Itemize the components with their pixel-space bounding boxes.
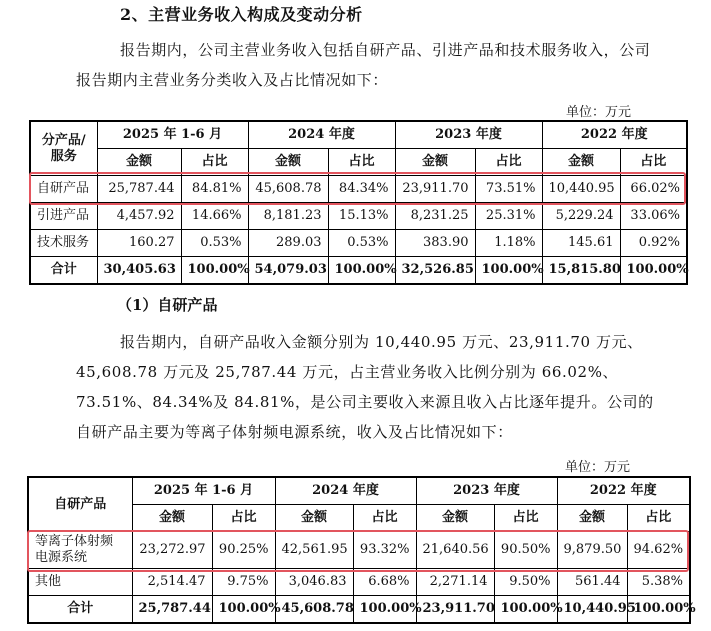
table1-subheader: 占比 [620, 149, 687, 176]
table2-subheader: 占比 [494, 505, 557, 532]
table1-subheader: 金额 [248, 149, 328, 176]
ratio-cell: 6.68% [353, 569, 416, 596]
table2-subheader: 金额 [557, 505, 627, 532]
amount-cell: 23,272.97 [132, 532, 212, 569]
total-amount-cell: 15,815.80 [542, 257, 620, 285]
total-amount-cell: 45,608.78 [275, 596, 353, 624]
ratio-cell: 1.18% [475, 230, 542, 257]
row-label: 自研产品 [30, 176, 97, 203]
table2-subheader: 金额 [416, 505, 494, 532]
total-ratio-cell: 100.00% [212, 596, 275, 624]
ratio-cell: 33.06% [620, 203, 687, 230]
table1-period-header: 2022 年度 [542, 121, 687, 149]
table-row [30, 203, 687, 230]
table1-corner-label: 分产品/服务 [30, 121, 97, 176]
ratio-cell: 73.51% [475, 176, 542, 203]
row-label: 等离子体射频电源系统 [28, 532, 132, 569]
amount-cell: 4,457.92 [97, 203, 181, 230]
amount-cell: 5,229.24 [542, 203, 620, 230]
ratio-cell: 84.81% [181, 176, 248, 203]
table1-subheader: 金额 [97, 149, 181, 176]
table2-subheader: 占比 [627, 505, 690, 532]
table-row [30, 176, 687, 203]
ratio-cell: 9.50% [494, 569, 557, 596]
amount-cell: 42,561.95 [275, 532, 353, 569]
amount-cell: 10,440.95 [542, 176, 620, 203]
amount-cell: 25,787.44 [97, 176, 181, 203]
total-amount-cell: 25,787.44 [132, 596, 212, 624]
table2-subheader: 占比 [212, 505, 275, 532]
total-ratio-cell: 100.00% [620, 257, 687, 285]
total-amount-cell: 23,911.70 [416, 596, 494, 624]
self-developed-product-table [27, 476, 696, 624]
amount-cell: 45,608.78 [248, 176, 328, 203]
sub-paragraph: 报告期内，自研产品收入金额分别为 10,440.95 万元、23,911.70 万元、45,608.78 万元及 25,787.44 万元，占主营业务收入比例分别为 66.02%、73.51%、84.34%及 84.81%，是公司主要收入来源且收入占比逐年提升。公司的自研产品主要为等离子体射频电源系统，收入及占比情况如下： [76, 333, 654, 441]
ratio-cell: 14.66% [181, 203, 248, 230]
table2-period-header: 2024 年度 [275, 477, 416, 505]
table1-period-header: 2025 年 1-6 月 [97, 121, 248, 149]
table1-subheader: 金额 [542, 149, 620, 176]
ratio-cell: 0.53% [328, 230, 395, 257]
ratio-cell: 0.92% [620, 230, 687, 257]
table1-subheader: 占比 [475, 149, 542, 176]
total-label: 合计 [28, 596, 132, 624]
table-row [28, 569, 690, 596]
total-ratio-cell: 100.00% [627, 596, 690, 624]
unit-label: 单位：万元 [565, 460, 631, 475]
ratio-cell: 90.50% [494, 532, 557, 569]
table-row [30, 230, 687, 257]
ratio-cell: 15.13% [328, 203, 395, 230]
amount-cell: 9,879.50 [557, 532, 627, 569]
amount-cell: 21,640.56 [416, 532, 494, 569]
total-amount-cell: 32,526.85 [395, 257, 475, 285]
ratio-cell: 94.62% [627, 532, 690, 569]
amount-cell: 2,271.14 [416, 569, 494, 596]
amount-cell: 8,231.25 [395, 203, 475, 230]
revenue-by-product-table [29, 120, 688, 285]
section-title: 2、主营业务收入构成及变动分析 [120, 5, 363, 24]
table1-subheader: 占比 [181, 149, 248, 176]
table2-period-header: 2023 年度 [416, 477, 557, 505]
table1-period-header: 2023 年度 [395, 121, 542, 149]
table2-subheader: 金额 [132, 505, 212, 532]
ratio-cell: 93.32% [353, 532, 416, 569]
amount-cell: 8,181.23 [248, 203, 328, 230]
table1-period-header: 2024 年度 [248, 121, 395, 149]
ratio-cell: 0.53% [181, 230, 248, 257]
total-amount-cell: 54,079.03 [248, 257, 328, 285]
total-label: 合计 [30, 257, 97, 285]
amount-cell: 2,514.47 [132, 569, 212, 596]
table2-subheader: 金额 [275, 505, 353, 532]
total-ratio-cell: 100.00% [353, 596, 416, 624]
total-ratio-cell: 100.00% [494, 596, 557, 624]
amount-cell: 3,046.83 [275, 569, 353, 596]
subsection-title: （1）自研产品 [117, 296, 218, 314]
total-amount-cell: 10,440.95 [557, 596, 627, 624]
ratio-cell: 66.02% [620, 176, 687, 203]
unit-label: 单位：万元 [566, 105, 632, 120]
row-label: 引进产品 [30, 203, 97, 230]
total-ratio-cell: 100.00% [475, 257, 542, 285]
ratio-cell: 90.25% [212, 532, 275, 569]
table2-corner-label: 自研产品 [28, 477, 132, 532]
intro-paragraph: 报告期内，公司主营业务收入包括自研产品、引进产品和技术服务收入，公司报告期内主营业务分类收入及占比情况如下： [76, 41, 651, 89]
table2-subheader: 占比 [353, 505, 416, 532]
amount-cell: 160.27 [97, 230, 181, 257]
table1-subheader: 金额 [395, 149, 475, 176]
total-ratio-cell: 100.00% [181, 257, 248, 285]
total-row [30, 257, 687, 285]
amount-cell: 23,911.70 [395, 176, 475, 203]
ratio-cell: 84.34% [328, 176, 395, 203]
amount-cell: 561.44 [557, 569, 627, 596]
row-label: 技术服务 [30, 230, 97, 257]
ratio-cell: 25.31% [475, 203, 542, 230]
table1-subheader: 占比 [328, 149, 395, 176]
ratio-cell: 9.75% [212, 569, 275, 596]
row-label: 其他 [28, 569, 132, 596]
amount-cell: 145.61 [542, 230, 620, 257]
total-amount-cell: 30,405.63 [97, 257, 181, 285]
table2-period-header: 2025 年 1-6 月 [132, 477, 275, 505]
amount-cell: 289.03 [248, 230, 328, 257]
total-row [28, 596, 690, 624]
amount-cell: 383.90 [395, 230, 475, 257]
table-row [28, 532, 690, 569]
total-ratio-cell: 100.00% [328, 257, 395, 285]
table2-period-header: 2022 年度 [557, 477, 690, 505]
ratio-cell: 5.38% [627, 569, 690, 596]
